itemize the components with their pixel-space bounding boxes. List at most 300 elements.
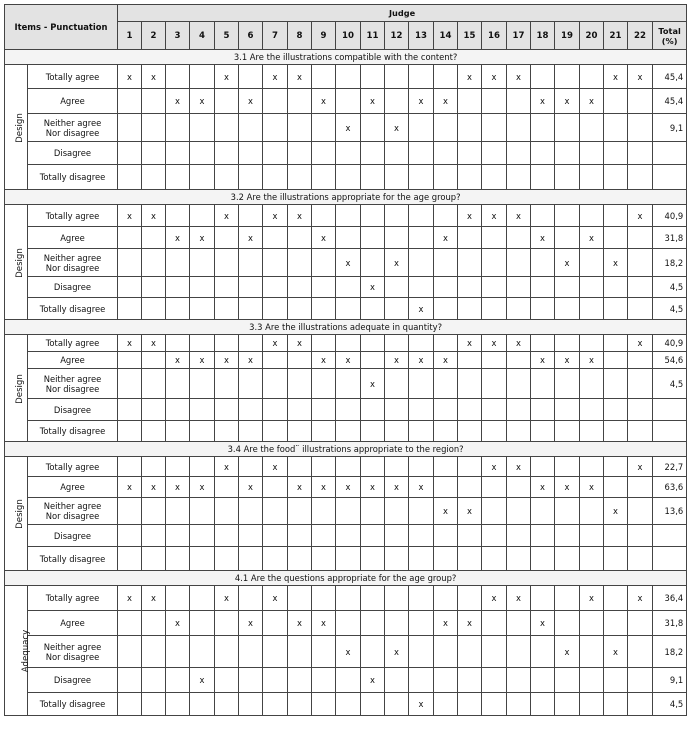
judge-mark-cell (361, 498, 385, 525)
response-label-line: Neither agree (43, 373, 102, 384)
judge-number-header: 6 (239, 22, 263, 50)
response-label-line: Agree (60, 482, 85, 492)
judge-mark-cell (580, 277, 604, 298)
response-label-line: Totally disagree (39, 426, 106, 436)
judge-mark-cell (239, 586, 263, 611)
response-row (5, 525, 687, 547)
judge-mark-cell (580, 547, 604, 571)
judge-mark-cell (507, 477, 531, 498)
response-row (5, 227, 687, 249)
judge-mark-cell (142, 611, 166, 636)
response-row (5, 205, 687, 227)
judge-number-header: 14 (434, 22, 458, 50)
judge-mark-cell (312, 636, 336, 668)
judge-mark-cell (215, 249, 239, 277)
judge-mark-cell: x (580, 227, 604, 249)
total-percent-cell: 9,1 (653, 668, 687, 693)
judge-mark-cell (482, 114, 507, 142)
judge-mark-cell: x (409, 693, 434, 716)
judge-mark-cell (239, 249, 263, 277)
judge-mark-cell (142, 547, 166, 571)
judge-mark-cell (312, 114, 336, 142)
judge-mark-cell (288, 525, 312, 547)
response-label-line: Agree (60, 232, 85, 243)
judge-mark-cell (166, 399, 190, 421)
judge-header: Judge (118, 5, 687, 22)
judge-number-header: 20 (580, 22, 604, 50)
judge-mark-cell (628, 165, 653, 190)
judge-mark-cell: x (215, 352, 239, 369)
judge-mark-cell (531, 114, 555, 142)
judge-mark-cell (482, 525, 507, 547)
judge-mark-cell (580, 298, 604, 320)
judge-mark-cell (312, 165, 336, 190)
group-label-cell (5, 335, 28, 442)
judge-number-header: 10 (336, 22, 361, 50)
judge-mark-cell (580, 693, 604, 716)
judge-mark-cell (312, 693, 336, 716)
judge-mark-cell (385, 65, 409, 89)
judge-mark-cell (434, 114, 458, 142)
judge-mark-cell (166, 249, 190, 277)
judge-mark-cell (555, 693, 580, 716)
judge-mark-cell: x (385, 477, 409, 498)
judge-mark-cell (215, 636, 239, 668)
judge-number-header: 15 (458, 22, 482, 50)
judge-mark-cell (142, 227, 166, 249)
judge-mark-cell (555, 142, 580, 165)
judge-mark-cell: x (288, 477, 312, 498)
judge-mark-cell (507, 227, 531, 249)
judge-mark-cell (336, 369, 361, 399)
judge-mark-cell (531, 249, 555, 277)
response-label-line: Neither agree (43, 252, 102, 263)
judge-mark-cell (142, 693, 166, 716)
response-row (5, 249, 687, 277)
judge-mark-cell (288, 369, 312, 399)
response-label-line: Nor disagree (45, 383, 100, 394)
judge-mark-cell (458, 277, 482, 298)
judge-mark-cell (604, 369, 628, 399)
judge-mark-cell (409, 586, 434, 611)
response-label (28, 298, 118, 320)
judge-mark-cell (190, 277, 215, 298)
judge-mark-cell (628, 369, 653, 399)
response-row (5, 335, 687, 352)
judge-mark-cell: x (288, 611, 312, 636)
judge-mark-cell: x (507, 65, 531, 89)
question-text: 4.1 Are the questions appropriate for the age group? (5, 571, 687, 586)
judge-mark-cell: x (239, 227, 263, 249)
judge-mark-cell (434, 399, 458, 421)
judge-mark-cell (531, 547, 555, 571)
judge-mark-cell (288, 457, 312, 477)
judge-mark-cell: x (409, 477, 434, 498)
judge-mark-cell: x (190, 477, 215, 498)
judge-mark-cell: x (312, 227, 336, 249)
judge-mark-cell: x (628, 457, 653, 477)
judge-mark-cell (166, 421, 190, 442)
judge-mark-cell (190, 165, 215, 190)
judge-mark-cell: x (336, 636, 361, 668)
judge-mark-cell: x (531, 352, 555, 369)
judge-mark-cell (118, 457, 142, 477)
judge-mark-cell (190, 65, 215, 89)
judge-mark-cell (336, 693, 361, 716)
group-label-cell (5, 457, 28, 571)
judge-mark-cell (263, 298, 288, 320)
judge-mark-cell: x (166, 477, 190, 498)
question-text: 3.2 Are the illustrations appropriate for the age group? (5, 190, 687, 205)
judge-mark-cell (434, 165, 458, 190)
total-percent-cell (653, 165, 687, 190)
judge-mark-cell: x (239, 89, 263, 114)
judge-mark-cell (409, 65, 434, 89)
judge-mark-cell (555, 335, 580, 352)
judge-mark-cell (190, 249, 215, 277)
judge-mark-cell: x (482, 65, 507, 89)
total-percent-cell: 13,6 (653, 498, 687, 525)
judge-mark-cell (531, 165, 555, 190)
judge-number-header: 2 (142, 22, 166, 50)
judge-mark-cell (604, 693, 628, 716)
judge-mark-cell (190, 457, 215, 477)
judge-mark-cell (604, 227, 628, 249)
judge-mark-cell (288, 352, 312, 369)
judge-mark-cell: x (580, 89, 604, 114)
judge-mark-cell (190, 205, 215, 227)
judge-mark-cell (361, 525, 385, 547)
judge-mark-cell (215, 89, 239, 114)
judge-mark-cell (555, 65, 580, 89)
response-label-line: Totally disagree (39, 699, 106, 709)
judge-mark-cell (555, 298, 580, 320)
judge-mark-cell (312, 525, 336, 547)
response-row (5, 65, 687, 89)
judge-mark-cell (580, 525, 604, 547)
judge-mark-cell (531, 457, 555, 477)
judge-mark-cell: x (263, 205, 288, 227)
judge-mark-cell (604, 457, 628, 477)
judge-mark-cell: x (458, 498, 482, 525)
judge-mark-cell (166, 369, 190, 399)
judge-mark-cell (555, 498, 580, 525)
judge-mark-cell (507, 89, 531, 114)
total-header-line1: Total (658, 25, 681, 36)
judge-mark-cell (507, 165, 531, 190)
judge-number-header: 18 (531, 22, 555, 50)
judge-mark-cell (604, 298, 628, 320)
response-label-line: Totally disagree (39, 553, 106, 564)
judge-mark-cell (312, 369, 336, 399)
judge-mark-cell (118, 352, 142, 369)
response-label (28, 457, 118, 477)
judge-mark-cell (118, 114, 142, 142)
judge-mark-cell (239, 693, 263, 716)
judge-mark-cell (628, 525, 653, 547)
judge-number-header: 13 (409, 22, 434, 50)
judge-mark-cell (555, 227, 580, 249)
judge-mark-cell: x (263, 335, 288, 352)
judge-mark-cell: x (361, 277, 385, 298)
judge-mark-cell: x (142, 205, 166, 227)
judge-mark-cell (555, 277, 580, 298)
judge-mark-cell: x (336, 477, 361, 498)
judge-number-header: 9 (312, 22, 336, 50)
judge-mark-cell (118, 421, 142, 442)
judge-mark-cell (385, 227, 409, 249)
judge-mark-cell (604, 668, 628, 693)
judge-mark-cell (361, 611, 385, 636)
judge-mark-cell (409, 142, 434, 165)
judge-mark-cell (580, 636, 604, 668)
question-row (5, 50, 687, 65)
judge-mark-cell (142, 421, 166, 442)
total-percent-cell: 4,5 (653, 298, 687, 320)
judge-mark-cell: x (118, 205, 142, 227)
total-percent-cell: 18,2 (653, 636, 687, 668)
judge-mark-cell (166, 693, 190, 716)
judge-mark-cell: x (190, 227, 215, 249)
judge-mark-cell: x (288, 205, 312, 227)
judge-mark-cell (142, 142, 166, 165)
judge-mark-cell (215, 611, 239, 636)
judge-mark-cell (409, 636, 434, 668)
judge-mark-cell: x (166, 89, 190, 114)
judge-mark-cell (142, 249, 166, 277)
judge-mark-cell (555, 114, 580, 142)
judge-mark-cell (215, 399, 239, 421)
judge-mark-cell (190, 693, 215, 716)
judge-mark-cell (531, 298, 555, 320)
judge-mark-cell: x (361, 477, 385, 498)
response-label-line: Totally disagree (39, 172, 106, 182)
judge-mark-cell: x (336, 249, 361, 277)
judge-mark-cell: x (215, 205, 239, 227)
judge-mark-cell (166, 457, 190, 477)
judge-mark-cell (215, 421, 239, 442)
judge-mark-cell (118, 277, 142, 298)
judge-mark-cell: x (215, 586, 239, 611)
judge-mark-cell (336, 298, 361, 320)
judge-mark-cell (118, 636, 142, 668)
judge-mark-cell: x (312, 477, 336, 498)
judge-mark-cell (288, 277, 312, 298)
judge-mark-cell: x (555, 249, 580, 277)
response-label (28, 498, 118, 525)
judge-mark-cell (142, 525, 166, 547)
judge-number-header: 21 (604, 22, 628, 50)
judge-mark-cell (288, 227, 312, 249)
judge-mark-cell (507, 498, 531, 525)
response-label (28, 421, 118, 442)
judge-number-header: 3 (166, 22, 190, 50)
group-label: Design (14, 499, 25, 529)
judge-mark-cell (628, 227, 653, 249)
response-row (5, 165, 687, 190)
judge-mark-cell (215, 477, 239, 498)
judge-mark-cell: x (239, 477, 263, 498)
judge-mark-cell: x (555, 89, 580, 114)
judge-mark-cell: x (604, 249, 628, 277)
judge-mark-cell: x (190, 89, 215, 114)
response-label-line: Totally agree (45, 210, 100, 221)
judge-mark-cell (482, 399, 507, 421)
judge-mark-cell (482, 668, 507, 693)
judge-mark-cell (142, 399, 166, 421)
judge-mark-cell (434, 65, 458, 89)
judge-mark-cell (531, 205, 555, 227)
response-label-line: Totally agree (45, 338, 100, 348)
judge-mark-cell (409, 547, 434, 571)
judge-mark-cell (361, 586, 385, 611)
judge-mark-cell (142, 668, 166, 693)
total-percent-cell: 4,5 (653, 277, 687, 298)
judge-mark-cell (409, 165, 434, 190)
response-row (5, 693, 687, 716)
judge-mark-cell (336, 205, 361, 227)
judge-mark-cell (482, 611, 507, 636)
judge-mark-cell (166, 636, 190, 668)
judge-mark-cell (531, 399, 555, 421)
judge-number-header: 11 (361, 22, 385, 50)
response-row (5, 611, 687, 636)
response-label (28, 668, 118, 693)
response-label-line: Disagree (53, 148, 92, 158)
judge-mark-cell: x (482, 457, 507, 477)
judge-mark-cell (409, 114, 434, 142)
response-row (5, 369, 687, 399)
judge-mark-cell (580, 142, 604, 165)
judge-mark-cell (482, 277, 507, 298)
judge-mark-cell (263, 249, 288, 277)
judge-mark-cell (118, 142, 142, 165)
total-percent-cell: 45,4 (653, 65, 687, 89)
judge-mark-cell (361, 165, 385, 190)
judge-mark-cell (628, 114, 653, 142)
judge-mark-cell (555, 399, 580, 421)
judge-mark-cell (580, 165, 604, 190)
judge-number-header: 19 (555, 22, 580, 50)
judge-mark-cell (507, 249, 531, 277)
judge-mark-cell (336, 142, 361, 165)
judge-mark-cell (458, 369, 482, 399)
judge-mark-cell: x (190, 352, 215, 369)
total-percent-cell: 40,9 (653, 335, 687, 352)
judge-mark-cell (531, 369, 555, 399)
judge-mark-cell (531, 668, 555, 693)
judge-mark-cell: x (263, 65, 288, 89)
response-label (28, 399, 118, 421)
response-label (28, 636, 118, 668)
judge-mark-cell: x (604, 65, 628, 89)
judge-mark-cell (580, 369, 604, 399)
response-label-line: Totally agree (45, 593, 100, 603)
judge-mark-cell (118, 89, 142, 114)
judge-mark-cell (604, 525, 628, 547)
judge-mark-cell (434, 636, 458, 668)
judge-mark-cell: x (385, 636, 409, 668)
judge-mark-cell: x (507, 586, 531, 611)
judge-mark-cell (361, 693, 385, 716)
judge-mark-cell (118, 668, 142, 693)
judge-mark-cell (458, 547, 482, 571)
judge-mark-cell: x (531, 611, 555, 636)
response-label-line: Disagree (53, 675, 92, 685)
judge-mark-cell: x (142, 65, 166, 89)
judge-mark-cell (336, 89, 361, 114)
judge-mark-cell (166, 165, 190, 190)
judge-mark-cell: x (409, 352, 434, 369)
response-label (28, 65, 118, 89)
judge-mark-cell (604, 142, 628, 165)
judge-mark-cell (239, 65, 263, 89)
judge-mark-cell (239, 369, 263, 399)
judge-mark-cell (555, 586, 580, 611)
judge-mark-cell (482, 165, 507, 190)
judge-mark-cell (190, 611, 215, 636)
judge-mark-cell (458, 249, 482, 277)
judge-mark-cell (604, 477, 628, 498)
judge-mark-cell (142, 114, 166, 142)
judge-mark-cell (628, 477, 653, 498)
judge-mark-cell (142, 89, 166, 114)
judge-mark-cell (531, 421, 555, 442)
total-percent-cell: 31,8 (653, 611, 687, 636)
judge-mark-cell (190, 114, 215, 142)
judge-mark-cell (434, 668, 458, 693)
judge-mark-cell (628, 249, 653, 277)
judge-mark-cell (190, 498, 215, 525)
response-row (5, 586, 687, 611)
judge-mark-cell (361, 421, 385, 442)
judge-mark-cell (263, 277, 288, 298)
judge-mark-cell (142, 369, 166, 399)
judge-mark-cell (215, 693, 239, 716)
judge-mark-cell (263, 352, 288, 369)
judge-mark-cell (482, 249, 507, 277)
response-label (28, 114, 118, 142)
judge-mark-cell (239, 421, 263, 442)
judge-mark-cell (118, 399, 142, 421)
response-label-line: Nor disagree (45, 262, 100, 273)
group-label-cell (5, 65, 28, 190)
judge-mark-cell (142, 277, 166, 298)
response-row (5, 668, 687, 693)
judge-mark-cell (434, 369, 458, 399)
response-label-line: Totally disagree (39, 303, 106, 314)
judge-mark-cell (409, 668, 434, 693)
judge-mark-cell (385, 165, 409, 190)
total-percent-cell: 45,4 (653, 89, 687, 114)
judge-mark-cell: x (482, 586, 507, 611)
judge-mark-cell (142, 498, 166, 525)
judge-mark-cell (288, 547, 312, 571)
judge-mark-cell: x (385, 114, 409, 142)
judge-mark-cell: x (458, 65, 482, 89)
judge-mark-cell (409, 227, 434, 249)
total-percent-cell (653, 525, 687, 547)
judge-mark-cell (263, 477, 288, 498)
judge-mark-cell (312, 457, 336, 477)
judge-mark-cell (482, 227, 507, 249)
judge-mark-cell (409, 277, 434, 298)
response-row (5, 89, 687, 114)
group-label-cell (5, 586, 32, 716)
judge-mark-cell (580, 421, 604, 442)
judge-mark-cell (142, 352, 166, 369)
judge-mark-cell (531, 636, 555, 668)
